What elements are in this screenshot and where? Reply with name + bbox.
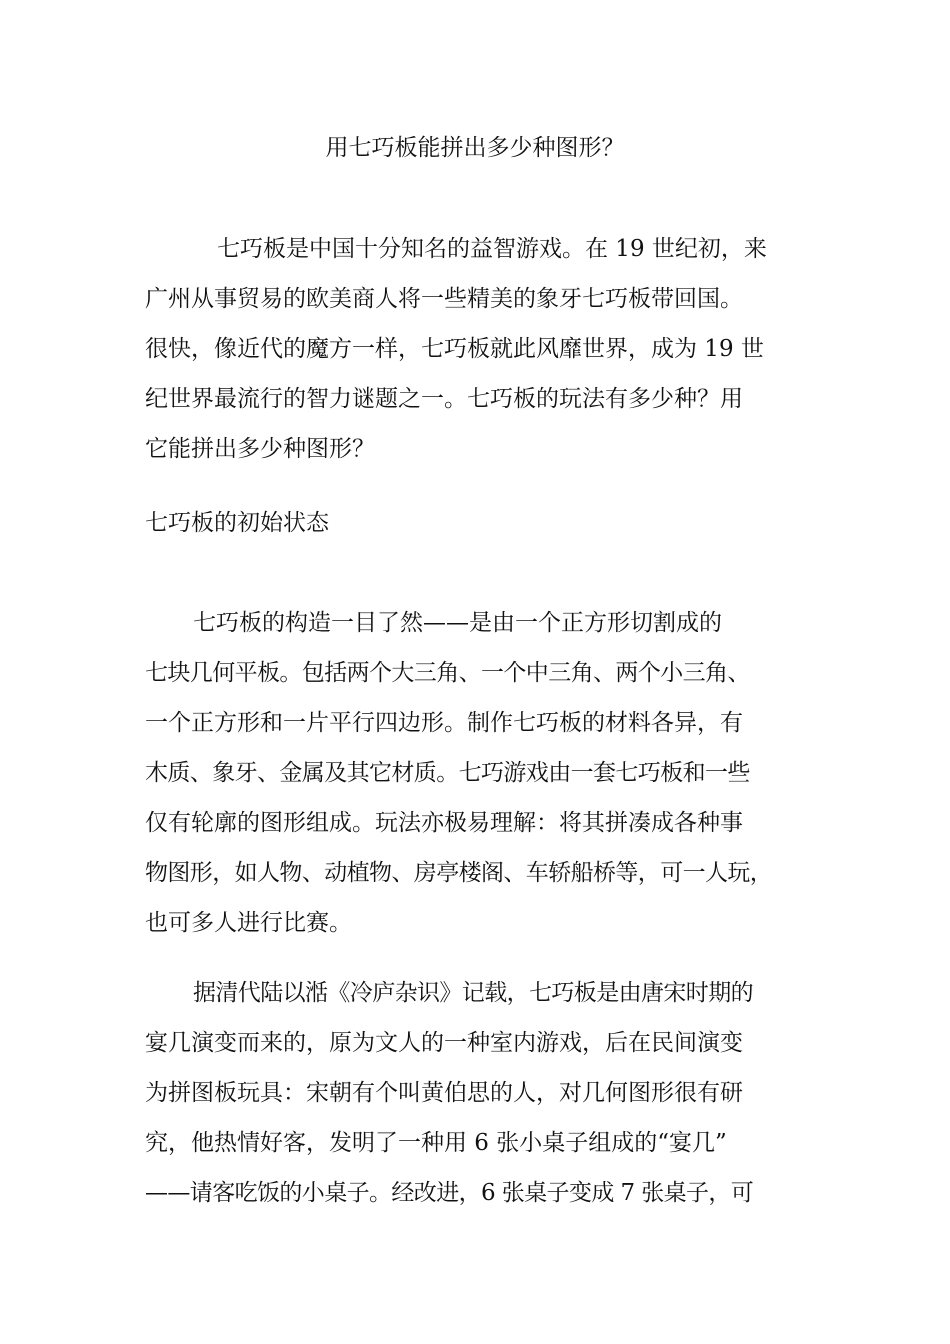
text-line: 物图形，如人物、动植物、房亭楼阁、车轿船桥等，可一人玩， — [145, 860, 773, 886]
text-line: 木质、象牙、金属及其它材质。七巧游戏由一套七巧板和一些 — [145, 760, 750, 786]
text-line: 七巧板是中国十分知名的益智游戏。在 19 世纪初，来 — [217, 236, 767, 262]
text-line: 七巧板的构造一目了然——是由一个正方形切割成的 — [193, 610, 722, 636]
paragraph-intro — [145, 224, 809, 474]
text-line: 七巧板的初始状态 — [145, 510, 329, 536]
text-line: 一个正方形和一片平行四边形。制作七巧板的材料各异，有 — [145, 710, 743, 736]
text-line: 为拼图板玩具：宋朝有个叫黄伯思的人，对几何图形很有研 — [145, 1080, 743, 1106]
text-line: 也可多人进行比赛。 — [145, 910, 352, 936]
text-line: 宴几演变而来的，原为文人的一种室内游戏，后在民间演变 — [145, 1030, 743, 1056]
text-line: 很快，像近代的魔方一样，七巧板就此风靡世界，成为 19 世 — [145, 336, 764, 362]
section-heading — [145, 498, 809, 548]
text-line: 广州从事贸易的欧美商人将一些精美的象牙七巧板带回国。 — [145, 286, 743, 312]
text-line: 究，他热情好客，发明了一种用 6 张小桌子组成的“宴几” — [145, 1130, 727, 1156]
paragraph-structure — [145, 598, 809, 948]
document-title: 用七巧板能拼出多少种图形？ — [325, 135, 625, 161]
text-line: 它能拼出多少种图形？ — [145, 436, 375, 462]
text-line: 七块几何平板。包括两个大三角、一个中三角、两个小三角、 — [145, 660, 750, 686]
text-line: 纪世界最流行的智力谜题之一。七巧板的玩法有多少种？用 — [145, 386, 743, 412]
text-line: 仅有轮廓的图形组成。玩法亦极易理解：将其拼凑成各种事 — [145, 810, 743, 836]
paragraph-history — [145, 968, 809, 1218]
text-line: ——请客吃饭的小桌子。经改进，6 张桌子变成 7 张桌子，可 — [145, 1180, 754, 1206]
text-line: 据清代陆以湉《冷庐杂识》记载，七巧板是由唐宋时期的 — [193, 980, 754, 1006]
